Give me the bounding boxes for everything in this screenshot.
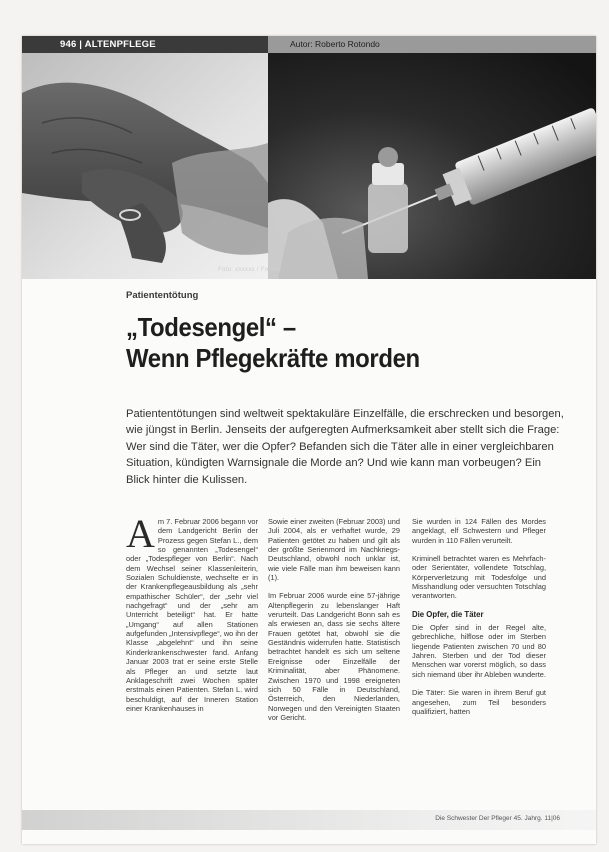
column-2 xyxy=(268,517,400,731)
photo-credit: Foto: xxxxxx / Fotolia xyxy=(218,267,281,273)
syringe-illustration xyxy=(268,53,596,279)
article-title xyxy=(126,312,531,374)
title-line-1: „Todesengel“ – xyxy=(126,312,296,342)
body-paragraph: Sowie einer zweiten (Februar 2003) und Juli 2004, als er verhaftet wurde, 29 Patienten getötet zu haben und gilt als der größte Serienmord im Nachkriegs-Deutschland, obwohl noch unklar ist, wie viele Fälle man ihm beweisen kann (1). xyxy=(268,517,400,583)
author-label: Autor: Roberto Rotondo xyxy=(268,36,596,53)
title-line-2: Wenn Pflegekräfte morden xyxy=(126,343,420,373)
column-1 xyxy=(126,511,258,722)
hands-photo xyxy=(22,53,268,279)
syringe-photo xyxy=(268,53,596,279)
body-paragraph: Die Täter: Sie waren in ihrem Beruf gut angesehen, zum Teil besonders qualifiziert, hatten xyxy=(412,688,546,716)
section-label: 946 | ALTENPFLEGE xyxy=(22,36,268,53)
magazine-page xyxy=(22,36,596,844)
body-paragraph xyxy=(126,511,258,713)
header-photo xyxy=(22,53,596,279)
subheading: Die Opfer, die Täter xyxy=(412,609,484,619)
kicker: Patiententötung xyxy=(126,290,199,301)
body-text: m 7. Februar 2006 begann vor dem Landgericht Berlin der Prozess gegen Stefan L., dem so genannten „Todesengel“ oder „Todespfleger von Berlin“. Nach dem Wechsel seiner Klassenleiterin, Sozialen Schuldienste, wechselte er in der Krankenpflegeausbildung als „sehr empathischer Schüler“, der „sehr viel nachgefragt“ und der „sehr am Unterricht beteiligt“ hat. Er hatte „Umgang“ auf allen Stationen aufgefunden „Intensivpflege“, wo ihn der Klasse „abgelehnt“ und ihn seine Kinderkrankenschwester fand. Anfang Januar 2003 trat er seine erste Stelle als Pfleger an und setzte laut Anklageschrift zwei Wochen später erstmals einen Patienten. Stefan L. wird beschuldigt, auf der Inneren Station einer Krankenhauses in xyxy=(126,517,258,713)
lead-paragraph: Patiententötungen sind weltweit spektakuläre Einzelfälle, die erschrecken und besorgen, wie jüngst in Berlin. Jenseits der aufgeregten Aufmerksamkeit aber stellt sich die Frage: Wer sind die Täter, wer die Opfer? Befanden sich die Täter alle in einer vergleichbaren Situation, kündigten Warnsignale die Morde an? Und wie kann man vorbeugen? Ein Blick hinter die Kulissen. xyxy=(126,408,564,486)
body-paragraph: Im Februar 2006 wurde eine 57-jährige Altenpflegerin zu lebenslanger Haft verurteilt. Das Landgericht Bonn sah es als erwiesen an, dass sie sechs ältere Frauen getötet hat, obwohl sie die Geständnis widerrufen hatte. Statistisch betrachtet handelt es sich um seltene Ereignisse oder Einzelfälle der Kriminalität, aber Phänomene. Zwischen 1970 und 1998 ereigneten sich 50 Fälle in Deutschland, Österreich, den Niederlanden, Norwegen und den Vereinigten Staaten vor Gericht. xyxy=(268,591,400,722)
column-3 xyxy=(412,517,546,725)
body-paragraph: Die Opfer sind in der Regel alte, gebrechliche, hilflose oder im Sterben liegende Patienten zwischen 70 und 80 Jahren. Sterben und der Tod dieser Menschen war vorerst möglich, so dass sich niemand über ihr Ableben wunderte. xyxy=(412,623,546,679)
body-paragraph: Kriminell betrachtet waren es Mehrfach- oder Serientäter, vollendete Totschlag, Körperverletzung mit Todesfolge und Misshandlung oder versuchten Totschlag verantworten. xyxy=(412,554,546,601)
header-bar xyxy=(22,36,596,53)
body-paragraph: Sie wurden in 124 Fällen des Mordes angeklagt, elf Schwestern und Pfleger wurden in 110 Fällen verurteilt. xyxy=(412,517,546,545)
drop-cap: A xyxy=(126,511,155,556)
hands-illustration xyxy=(22,53,268,279)
footer-citation: Die Schwester Der Pfleger 45. Jahrg. 11|06 xyxy=(435,815,560,822)
